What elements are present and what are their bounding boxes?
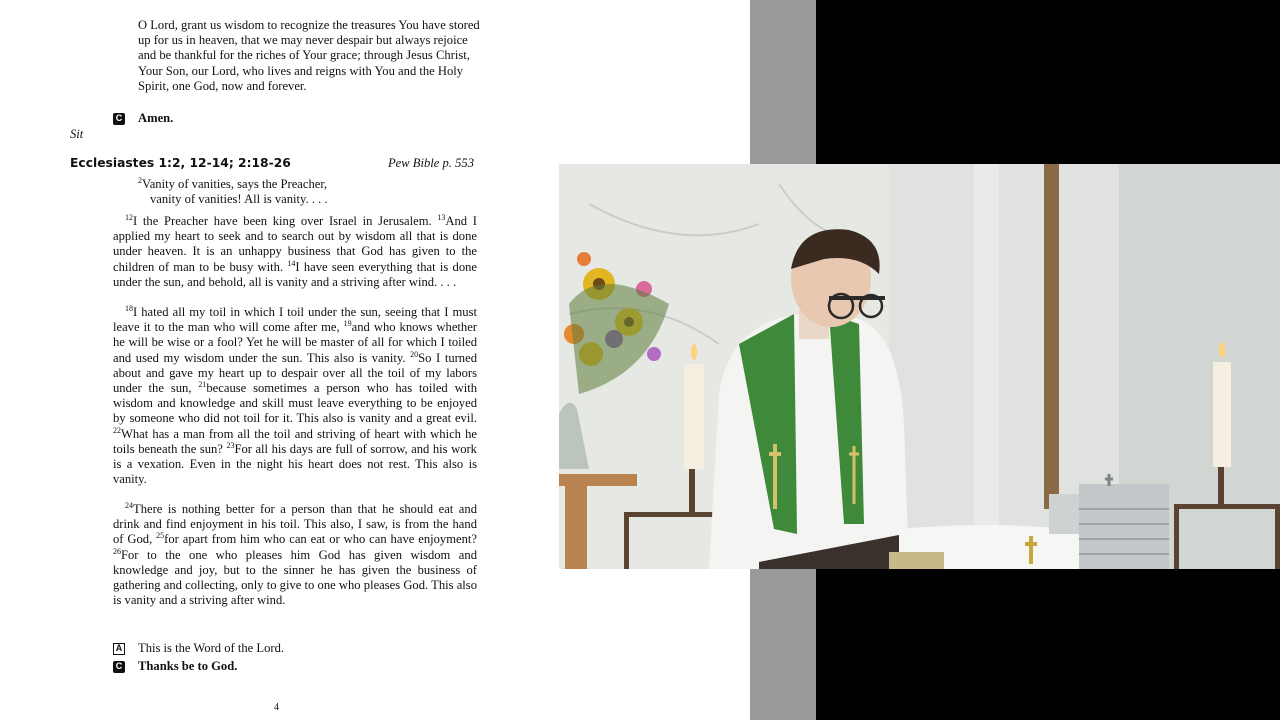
verse-text: And I applied my heart to seek and to search out by wisdom all that is done under heaven. It is an unhappy business that God has given to the children of man to be busy with. [113,214,477,274]
verse-number: 13 [437,212,446,222]
verse-number: 25 [156,531,165,541]
reading-paragraph-3 [113,502,477,608]
assisting-minister-badge: A [113,643,125,655]
verse-number: 19 [343,319,352,329]
rubric-sit: Sit [70,127,84,141]
flower-stand [565,486,587,569]
collect-prayer: O Lord, grant us wisdom to recognize the treasures You have stored up for us in heaven, that we may never despair but always rejoice and be thankful for the riches of Your grace; through Jesus Christ, Your Son, our Lord, who lives and reigns with You and the Holy Spirit, one God, now and forever. [138,18,480,93]
verse-number: 14 [287,258,296,268]
pew-bible-page: Pew Bible p. 553 [387,156,474,170]
reading-header [70,156,474,171]
amen-response [113,111,173,126]
verse-number: 21 [198,379,207,389]
verse-2 [138,177,328,207]
processional-cross-pole [1044,164,1059,509]
verse-text: I the Preacher have been king over Israel in Jerusalem. [133,214,432,228]
verse-number: 20 [410,349,419,359]
verse-number: 12 [125,212,133,222]
verse-text: For to the one who pleases him God has given wisdom and knowledge and joy, but to the sinner he has given the business of gathering and collecting, only to give to one who pleases God. This also is vanity and a striving after wind. [113,547,477,608]
verse-text: because sometimes a person who has toiled with wisdom and knowledge and skill must leave everything to be enjoyed by someone who did not toil for it. This also is vanity and a great evil. [113,381,477,426]
reading-paragraph-2 [113,305,477,487]
word-of-lord-line [113,641,284,656]
thanks-text: Thanks be to God. [138,659,238,673]
verse-number: 26 [113,546,121,556]
page-number: 4 [274,702,279,713]
word-of-lord-text: This is the Word of the Lord. [138,641,285,655]
verse-number: 22 [113,425,121,435]
verse-text: Vanity of vanities, says the Preacher, [142,177,328,191]
flower-stand [559,474,637,486]
verse-text: I hated all my toil in which I toil under the sun, seeing that I must leave it to the man who will come after me, [113,305,477,335]
verse-number: 23 [226,440,235,450]
verse-number: 2 [138,175,142,185]
video-scene [559,164,1280,569]
verse-text: For all his days are full of sorrow, and his work is a vexation. Even in the night his heart does not rest. This also is vanity. [113,441,477,487]
verse-text: I have seen everything that is done under the sun, and behold, all is vanity and a striving after wind. . . . [113,259,478,289]
verse-text: There is nothing better for a person than that he should eat and drink and find enjoyment in his toil. This also, I saw, is from the hand of God, [113,502,477,547]
congregation-badge: C [113,113,125,125]
reading-reference: Ecclesiastes 1:2, 12-14; 2:18-26 [70,156,291,170]
verse-number: 24 [125,500,133,510]
thanks-response [113,659,237,674]
pillar [974,164,999,569]
verse-text: vanity of vanities! All is vanity. . . . [150,192,328,207]
verse-text: What has a man from all the toil and striving of heart with which he toils beneath the sun? [113,426,477,456]
verse-number: 18 [125,303,133,313]
reading-paragraph-1 [113,214,477,290]
verse-text: for apart from him who can eat or who can have enjoyment? [164,532,477,547]
video-feed [559,164,1280,569]
congregation-badge: C [113,661,125,673]
amen-text: Amen. [138,111,174,125]
verse-text: So I turned about and gave my heart up to despair over all the toil of my labors under the sun, [113,350,477,396]
verse-text: and who knows whether he will be wise or a fool? Yet he will be master of all for which I toiled and used my wisdom under the sun. This also is vanity. [113,320,477,365]
